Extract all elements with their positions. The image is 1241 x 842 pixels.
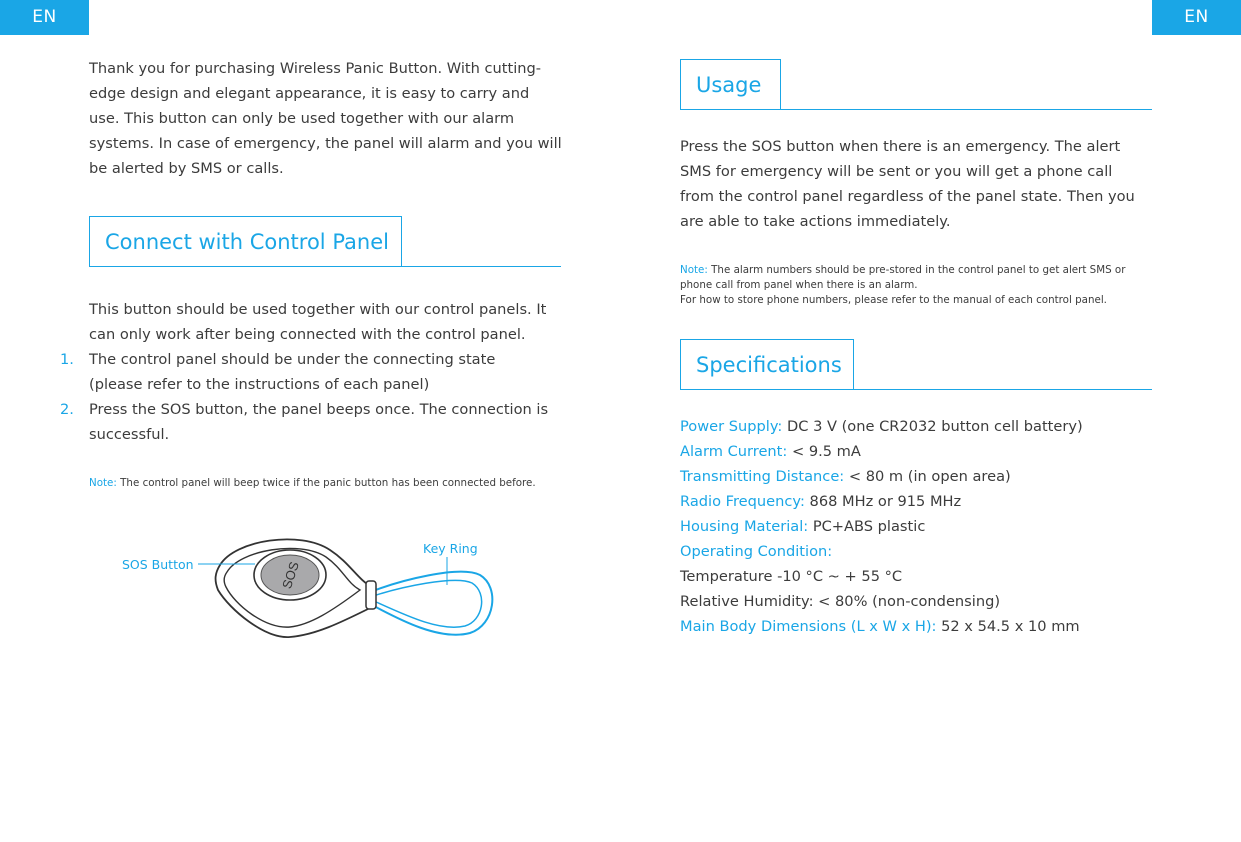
note-text: The control panel will beep twice if the panic button has been connected before.: [120, 477, 536, 489]
spec-item: [680, 489, 1083, 514]
connect-note: [89, 476, 569, 491]
spec-item: [680, 414, 1083, 439]
intro-paragraph: Thank you for purchasing Wireless Panic Button. With cutting-edge design and elegant appearance, it is easy to carry and use. This button can only be used together with our alarm systems. In case of emergency, the panel will alarm and you will be alerted by SMS or calls.: [89, 60, 562, 177]
connect-step: [60, 397, 549, 447]
spec-item: [680, 439, 1083, 464]
step-text: Press the SOS button, the panel beeps once. The connection is successful.: [89, 401, 549, 443]
spec-value: PC+ABS plastic: [812, 518, 926, 535]
spec-section-title: Specifications: [680, 339, 854, 390]
usage-section-rule: [680, 109, 1152, 110]
spec-label: Transmitting Distance:: [680, 468, 845, 485]
key-ring-strap: [368, 572, 492, 635]
spec-label: Main Body Dimensions (L x W x H):: [680, 618, 937, 635]
step-number: 1.: [60, 351, 74, 368]
spec-item: [680, 614, 1083, 639]
sos-button-label: SOS Button: [122, 557, 194, 572]
usage-paragraph: Press the SOS button when there is an emergency. The alert SMS for emergency will be sent or you will get a phone call from the control panel regardless of the panel state. Then you are able to take actions immediately.: [680, 138, 1135, 230]
spec-item: [680, 539, 1083, 564]
spec-value: DC 3 V (one CR2032 button cell battery): [787, 418, 1083, 435]
connect-steps: [60, 347, 549, 447]
spec-value: 52 x 54.5 x 10 mm: [941, 618, 1080, 635]
spec-item: [680, 589, 1083, 614]
spec-value: Temperature -10 °C ~ + 55 °C: [680, 568, 903, 585]
sos-button-text: SOS: [279, 559, 302, 591]
usage-note-label: Note:: [680, 264, 708, 276]
spec-list: [680, 414, 1083, 639]
language-badge-right: EN: [1152, 0, 1241, 35]
spec-value: Relative Humidity: < 80% (non-condensing): [680, 593, 1001, 610]
spec-label: Power Supply:: [680, 418, 783, 435]
step-number: 2.: [60, 401, 74, 418]
spec-label: Operating Condition:: [680, 543, 833, 560]
connect-section-rule: [89, 266, 561, 267]
usage-note-text: The alarm numbers should be pre-stored in the control panel to get alert SMS or phone call from panel when there is an alarm.: [680, 264, 1126, 291]
spec-item: [680, 464, 1083, 489]
connect-section-title: Connect with Control Panel: [89, 216, 402, 267]
spec-value: 868 MHz or 915 MHz: [809, 493, 962, 510]
spec-value: < 9.5 mA: [791, 443, 861, 460]
language-badge-left: EN: [0, 0, 89, 35]
key-ring-label: Key Ring: [423, 541, 478, 556]
spec-item: [680, 564, 1083, 589]
connect-step: [60, 347, 549, 397]
spec-label: Alarm Current:: [680, 443, 788, 460]
spec-value: < 80 m (in open area): [848, 468, 1011, 485]
button-clasp: [366, 581, 376, 609]
usage-note: [680, 263, 1145, 308]
note-label: Note:: [89, 477, 117, 489]
spec-section-rule: [680, 389, 1152, 390]
key-ring-strap-inner: [370, 580, 482, 627]
usage-section-title: Usage: [680, 59, 781, 110]
step-text: The control panel should be under the connecting state (please refer to the instructions of each panel): [89, 351, 496, 393]
usage-note-text-2: For how to store phone numbers, please refer to the manual of each control panel.: [680, 294, 1107, 306]
spec-item: [680, 514, 1083, 539]
spec-label: Housing Material:: [680, 518, 809, 535]
spec-label: Radio Frequency:: [680, 493, 805, 510]
connect-intro: This button should be used together with our control panels. It can only work after being connected with the control panel.: [89, 301, 547, 343]
panic-button-figure: [100, 525, 520, 649]
